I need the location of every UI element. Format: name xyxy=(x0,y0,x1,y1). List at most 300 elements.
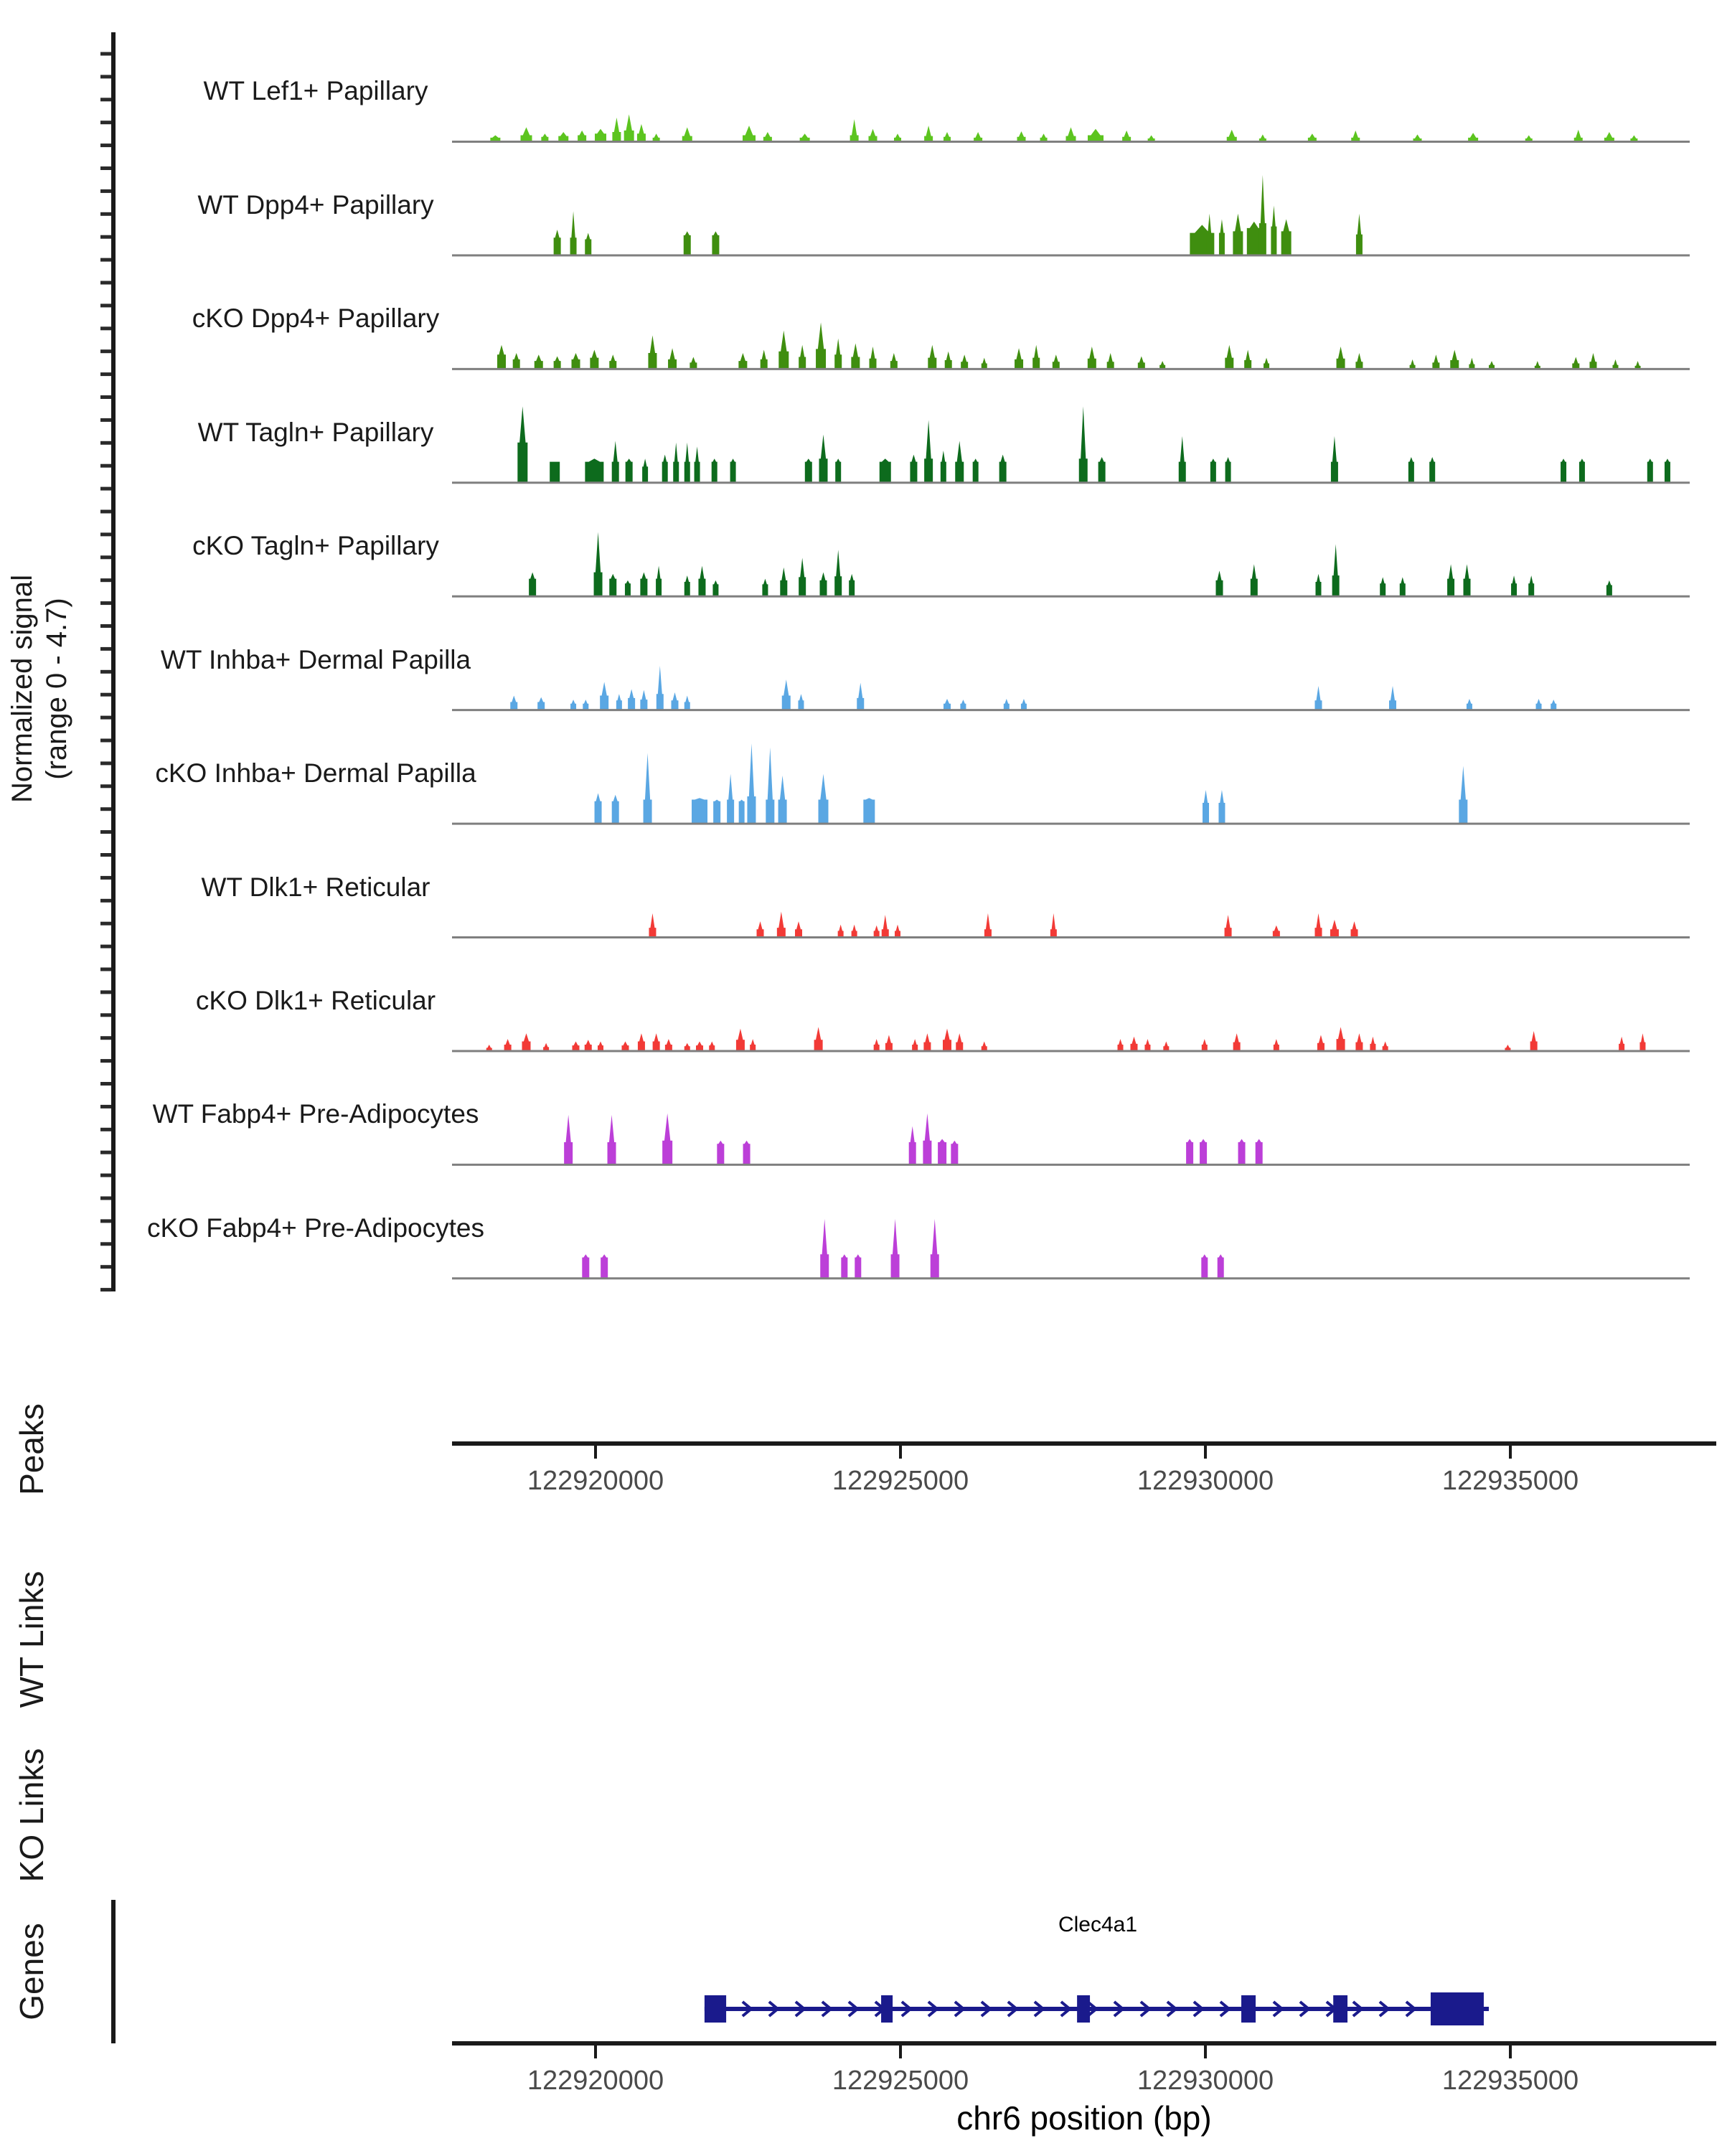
signal-peak xyxy=(1511,575,1517,596)
signal-peak xyxy=(1107,353,1114,369)
signal-peak xyxy=(1467,699,1472,710)
signal-peak xyxy=(600,682,608,710)
signal-peak xyxy=(955,441,964,483)
signal-peak xyxy=(750,1039,756,1051)
signal-peak xyxy=(747,743,756,824)
signal-peak xyxy=(1218,790,1225,824)
signal-peak xyxy=(838,925,844,938)
signal-peak xyxy=(1317,1035,1325,1051)
signal-peak xyxy=(662,1114,672,1165)
signal-peak xyxy=(585,233,591,255)
signal-peak xyxy=(882,915,889,937)
signal-peak xyxy=(1218,1254,1224,1279)
signal-peak xyxy=(736,1029,745,1051)
bottom-axis-tick-label-3: 122935000 xyxy=(1441,2066,1579,2096)
signal-peak xyxy=(1098,457,1106,483)
signal-peak xyxy=(1606,580,1612,596)
signal-peak xyxy=(698,566,705,597)
signal-y-axis-tick xyxy=(100,922,111,926)
signal-peak xyxy=(682,127,692,141)
signal-peak xyxy=(1337,347,1345,369)
signal-peak xyxy=(799,345,806,369)
signal-y-axis-tick xyxy=(100,555,111,559)
signal-peak xyxy=(684,695,690,710)
signal-y-axis-tick xyxy=(100,212,111,216)
signal-peak xyxy=(1315,686,1322,710)
gene-exon xyxy=(1241,1995,1256,2023)
signal-y-axis-tick xyxy=(100,1082,111,1086)
signal-y-axis-tick xyxy=(100,830,111,834)
peaks-axis-tick xyxy=(1204,1446,1207,1459)
signal-peak xyxy=(1459,766,1467,824)
peaks-axis-tick-label-2: 122930000 xyxy=(1137,1466,1274,1496)
signal-peak xyxy=(851,344,860,369)
signal-y-axis-tick xyxy=(100,1151,111,1154)
signal-peak xyxy=(1639,1033,1645,1051)
signal-peak xyxy=(1251,564,1258,596)
peaks-axis-tick-label-3: 122935000 xyxy=(1441,1466,1579,1496)
track-baseline xyxy=(452,709,1690,711)
signal-peak xyxy=(891,1219,900,1279)
track-baseline xyxy=(452,596,1690,598)
signal-peak xyxy=(1050,913,1057,938)
bottom-axis-tick-label-2: 122930000 xyxy=(1137,2066,1274,2096)
signal-peak xyxy=(778,331,789,369)
signal-peak xyxy=(543,1043,549,1051)
bottom-axis-tick-label-0: 122920000 xyxy=(527,2066,664,2096)
signal-peak xyxy=(696,1042,703,1051)
signal-peak xyxy=(999,455,1007,483)
signal-y-axis-tick xyxy=(100,1242,111,1246)
signal-peak xyxy=(834,339,842,369)
signal-peak xyxy=(819,774,829,824)
signal-peak xyxy=(504,1039,512,1051)
gene-exon xyxy=(1333,1995,1347,2023)
track-label-wt-lef1: WT Lef1+ Papillary xyxy=(203,76,428,105)
signal-peak xyxy=(1216,570,1223,596)
signal-peak xyxy=(598,1042,603,1051)
signal-peak xyxy=(1163,1042,1169,1051)
signal-peak xyxy=(609,574,616,596)
signal-peak xyxy=(782,679,791,710)
signal-peak xyxy=(628,689,635,710)
signal-peak xyxy=(834,550,842,596)
signal-peak xyxy=(1264,358,1269,369)
signal-peak xyxy=(1225,345,1233,369)
bottom-axis-tick xyxy=(899,2046,902,2058)
signal-y-axis-tick xyxy=(100,1265,111,1268)
track-label-cko-tagln: cKO Tagln+ Papillary xyxy=(192,531,439,560)
signal-y-axis-tick xyxy=(100,143,111,147)
signal-peak xyxy=(609,354,616,369)
signal-peak xyxy=(612,795,619,824)
signal-y-axis-tick xyxy=(100,372,111,376)
signal-peak xyxy=(944,699,951,710)
section-label-genes: Genes xyxy=(13,1923,50,2020)
signal-peak xyxy=(1271,205,1276,255)
bottom-axis-line xyxy=(452,2041,1716,2046)
signal-y-axis-tick xyxy=(100,258,111,262)
track-baseline xyxy=(452,1164,1690,1166)
signal-peak xyxy=(625,580,631,596)
signal-peak xyxy=(1619,1037,1624,1051)
signal-peak xyxy=(1308,133,1317,141)
signal-y-axis-tick xyxy=(100,235,111,239)
signal-y-axis-tick xyxy=(100,1174,111,1177)
signal-y-axis-tick xyxy=(100,75,111,78)
signal-peak xyxy=(601,1254,608,1279)
signal-peak xyxy=(869,129,878,142)
signal-y-axis-tick xyxy=(100,98,111,101)
signal-peak xyxy=(638,1033,645,1051)
signal-peak xyxy=(684,575,690,596)
signal-y-axis-tick xyxy=(100,716,111,720)
signal-peak xyxy=(895,925,900,938)
signal-peak xyxy=(1122,131,1131,142)
signal-peak xyxy=(1464,564,1471,596)
signal-peak xyxy=(712,580,718,596)
signal-peak xyxy=(653,1033,660,1051)
signal-y-axis-tick xyxy=(100,1105,111,1108)
signal-peak xyxy=(1201,1254,1208,1279)
signal-peak xyxy=(1351,921,1358,937)
signal-peak xyxy=(1066,127,1076,141)
track-baseline xyxy=(452,1277,1690,1279)
signal-peak xyxy=(852,925,857,938)
signal-peak xyxy=(1118,1039,1124,1051)
signal-y-axis-tick xyxy=(100,739,111,743)
section-label-peaks: Peaks xyxy=(13,1403,50,1495)
signal-peak xyxy=(819,435,828,483)
signal-peak xyxy=(961,354,968,369)
signal-peak xyxy=(653,133,660,141)
bottom-axis-tick xyxy=(1509,2046,1512,2058)
signal-peak xyxy=(662,455,668,483)
signal-peak xyxy=(960,700,966,710)
signal-peak xyxy=(1389,686,1396,710)
signal-peak xyxy=(1469,358,1474,369)
signal-peak xyxy=(649,913,656,938)
signal-peak xyxy=(1400,577,1406,596)
signal-peak xyxy=(1203,790,1209,824)
signal-peak xyxy=(982,358,987,369)
signal-peak xyxy=(800,133,810,141)
signal-peak xyxy=(594,532,603,597)
signal-peak xyxy=(1144,1039,1150,1051)
signal-peak xyxy=(1356,214,1363,255)
signal-y-axis-tick xyxy=(100,647,111,651)
signal-peak xyxy=(1227,130,1237,142)
signal-peak xyxy=(1021,699,1027,710)
y-axis-label-line1: Normalized signal xyxy=(6,575,38,803)
signal-peak xyxy=(1380,577,1385,596)
signal-peak xyxy=(938,1139,946,1165)
signal-y-axis-tick xyxy=(100,899,111,903)
signal-peak xyxy=(945,352,952,369)
signal-peak xyxy=(1561,458,1566,483)
signal-peak xyxy=(642,458,648,483)
signal-peak xyxy=(761,349,768,369)
x-axis-title: chr6 position (bp) xyxy=(956,2099,1212,2137)
signal-peak xyxy=(622,1042,629,1051)
signal-peak xyxy=(513,353,520,369)
track-label-wt-tagln: WT Tagln+ Papillary xyxy=(197,418,434,447)
signal-peak xyxy=(910,455,917,483)
signal-peak xyxy=(849,574,855,596)
signal-peak xyxy=(564,1115,573,1164)
signal-peak xyxy=(590,349,598,369)
signal-y-axis-tick xyxy=(100,52,111,56)
signal-peak xyxy=(762,579,768,597)
signal-peak xyxy=(874,926,880,938)
signal-peak xyxy=(521,127,532,141)
signal-peak xyxy=(973,458,979,483)
signal-y-axis-tick xyxy=(100,807,111,811)
signal-peak xyxy=(695,446,700,482)
signal-y-axis-tick xyxy=(100,1059,111,1063)
signal-peak xyxy=(1159,361,1165,369)
signal-peak xyxy=(1410,359,1416,369)
signal-peak xyxy=(1219,220,1225,255)
signal-peak xyxy=(1225,915,1232,937)
signal-peak xyxy=(1040,133,1048,141)
signal-peak xyxy=(1207,214,1213,255)
signal-peak xyxy=(684,443,690,483)
signal-peak xyxy=(941,451,946,483)
signal-peak xyxy=(1079,406,1088,482)
bottom-axis-tick-label-1: 122925000 xyxy=(832,2066,969,2096)
signal-peak xyxy=(1225,457,1231,483)
signal-peak xyxy=(1355,1033,1363,1051)
signal-peak xyxy=(1604,132,1614,141)
signal-peak xyxy=(880,458,891,483)
signal-peak xyxy=(572,353,580,369)
signal-peak xyxy=(820,1219,829,1279)
signal-peak xyxy=(573,1042,580,1051)
track-baseline xyxy=(452,1050,1690,1052)
signal-peak xyxy=(510,695,517,710)
signal-peak xyxy=(944,132,951,141)
signal-peak xyxy=(974,132,982,141)
signal-peak xyxy=(712,458,718,483)
signal-y-axis-tick xyxy=(100,349,111,353)
signal-peak xyxy=(570,700,576,710)
signal-peak xyxy=(578,131,586,142)
signal-peak xyxy=(738,353,747,369)
signal-peak xyxy=(1088,347,1096,369)
track-baseline xyxy=(452,936,1690,938)
signal-peak xyxy=(1450,349,1459,369)
signal-peak xyxy=(1536,699,1542,710)
signal-y-axis-tick xyxy=(100,1013,111,1017)
signal-peak xyxy=(780,568,787,596)
signal-peak xyxy=(583,700,588,710)
signal-peak xyxy=(778,776,787,824)
signal-peak xyxy=(657,666,664,710)
signal-peak xyxy=(1370,1037,1375,1051)
peaks-axis-tick-label-1: 122925000 xyxy=(832,1466,969,1496)
signal-y-axis-tick xyxy=(100,303,111,307)
signal-y-axis-tick xyxy=(100,968,111,971)
signal-peak xyxy=(582,1254,589,1279)
signal-peak xyxy=(857,683,864,710)
signal-peak xyxy=(1281,220,1292,255)
signal-y-axis-tick xyxy=(100,990,111,994)
signal-peak xyxy=(541,133,548,141)
signal-peak xyxy=(1186,1139,1193,1165)
signal-peak xyxy=(798,694,804,710)
signal-peak xyxy=(1447,564,1454,596)
signal-y-axis-tick xyxy=(100,1197,111,1200)
signal-y-axis-tick xyxy=(100,761,111,765)
signal-peak xyxy=(1337,1027,1345,1051)
signal-peak xyxy=(595,794,602,824)
track-baseline xyxy=(452,481,1690,484)
bottom-axis-tick xyxy=(1204,2046,1207,2058)
signal-peak xyxy=(1138,356,1145,369)
signal-peak xyxy=(743,1141,751,1165)
signal-peak xyxy=(1489,361,1495,369)
signal-peak xyxy=(799,557,806,596)
signal-peak xyxy=(529,573,536,597)
peaks-axis-line xyxy=(452,1441,1716,1446)
signal-y-axis-tick xyxy=(100,532,111,536)
signal-y-axis-tick xyxy=(100,578,111,582)
signal-y-axis-tick xyxy=(100,418,111,422)
peaks-axis-tick-label-0: 122920000 xyxy=(527,1466,664,1496)
signal-peak xyxy=(777,912,786,938)
signal-peak xyxy=(640,573,647,597)
gene-exon xyxy=(705,1995,726,2023)
signal-peak xyxy=(656,566,662,597)
signal-peak xyxy=(863,798,875,824)
signal-peak xyxy=(640,690,647,710)
signal-peak xyxy=(684,231,691,255)
signal-peak xyxy=(1647,458,1653,483)
signal-peak xyxy=(624,114,634,141)
signal-peak xyxy=(757,921,764,937)
track-label-cko-dlk1: cKO Dlk1+ Reticular xyxy=(195,986,436,1015)
signal-peak xyxy=(644,753,652,824)
signal-peak xyxy=(612,118,621,142)
signal-peak xyxy=(1572,357,1579,369)
signal-peak xyxy=(1408,457,1414,483)
signal-y-axis-tick xyxy=(100,1036,111,1040)
signal-peak xyxy=(855,1254,861,1279)
section-label-ko-links: KO Links xyxy=(13,1748,50,1883)
signal-y-axis-tick xyxy=(100,670,111,674)
signal-peak xyxy=(1179,436,1186,483)
signal-peak xyxy=(984,913,992,938)
gene-exon xyxy=(1077,1995,1090,2023)
signal-peak xyxy=(1579,458,1585,483)
signal-y-axis-line xyxy=(111,32,116,1291)
signal-peak xyxy=(1383,1042,1388,1051)
signal-y-axis-tick xyxy=(100,1288,111,1291)
track-label-wt-dlk1: WT Dlk1+ Reticular xyxy=(201,872,430,902)
signal-peak xyxy=(795,921,802,937)
peaks-axis-tick xyxy=(594,1446,597,1459)
signal-peak xyxy=(713,799,720,824)
signal-peak xyxy=(517,406,527,482)
peaks-axis-tick xyxy=(899,1446,902,1459)
signal-peak xyxy=(637,124,646,142)
track-label-cko-dpp4: cKO Dpp4+ Papillary xyxy=(192,303,440,333)
signal-peak xyxy=(709,1042,715,1051)
signal-y-axis-tick xyxy=(100,395,111,399)
signal-peak xyxy=(1635,361,1641,369)
signal-peak xyxy=(1332,544,1340,596)
signal-peak xyxy=(717,1141,724,1165)
signal-peak xyxy=(1413,134,1422,141)
signal-peak xyxy=(1233,1033,1241,1051)
signal-y-axis-tick xyxy=(100,1128,111,1131)
track-baseline xyxy=(452,823,1690,825)
signal-peak xyxy=(805,458,812,483)
signal-peak xyxy=(1535,361,1540,369)
signal-peak xyxy=(1274,1039,1279,1051)
signal-peak xyxy=(1429,457,1435,483)
signal-peak xyxy=(1273,926,1280,938)
signal-peak xyxy=(1015,348,1023,369)
signal-peak xyxy=(537,697,545,710)
signal-peak xyxy=(1053,354,1060,369)
signal-peak xyxy=(870,347,877,369)
signal-peak xyxy=(1574,130,1583,142)
signal-peak xyxy=(924,126,933,141)
signal-peak xyxy=(1331,436,1338,483)
signal-peak xyxy=(924,420,933,482)
signal-peak xyxy=(885,1035,893,1051)
signal-peak xyxy=(1004,699,1010,710)
signal-peak xyxy=(766,748,774,824)
signal-y-axis-tick xyxy=(100,487,111,491)
signal-peak xyxy=(1468,133,1478,141)
signal-peak xyxy=(743,126,756,141)
track-baseline xyxy=(452,254,1690,256)
signal-peak xyxy=(1256,1139,1263,1165)
signal-peak xyxy=(672,692,679,710)
signal-y-axis-tick xyxy=(100,189,111,193)
gene-terminal-exon xyxy=(1431,1992,1484,2025)
signal-peak xyxy=(890,353,898,369)
signal-peak xyxy=(982,1042,987,1051)
signal-peak xyxy=(841,1254,847,1279)
signal-peak xyxy=(1032,345,1040,369)
signal-peak xyxy=(1351,131,1360,142)
signal-peak xyxy=(928,345,936,369)
track-baseline xyxy=(452,141,1690,143)
signal-y-axis-tick xyxy=(100,1219,111,1223)
gene-exon xyxy=(881,1995,893,2023)
signal-peak xyxy=(931,1219,939,1279)
signal-peak xyxy=(1355,353,1363,369)
track-label-wt-fabp4: WT Fabp4+ Pre-Adipocytes xyxy=(152,1099,479,1129)
plot-geometry xyxy=(100,32,1716,2058)
signal-peak xyxy=(835,458,841,483)
track-label-cko-inhba: cKO Inhba+ Dermal Papilla xyxy=(155,758,476,788)
signal-y-axis-tick xyxy=(100,693,111,697)
signal-peak xyxy=(923,1114,931,1165)
signal-peak xyxy=(570,211,577,255)
signal-peak xyxy=(1233,214,1243,255)
signal-peak xyxy=(1589,353,1596,369)
signal-peak xyxy=(814,1027,823,1051)
signal-peak xyxy=(1330,920,1339,938)
signal-peak xyxy=(612,441,619,483)
signal-y-axis-tick xyxy=(100,510,111,514)
signal-peak xyxy=(1259,134,1266,141)
